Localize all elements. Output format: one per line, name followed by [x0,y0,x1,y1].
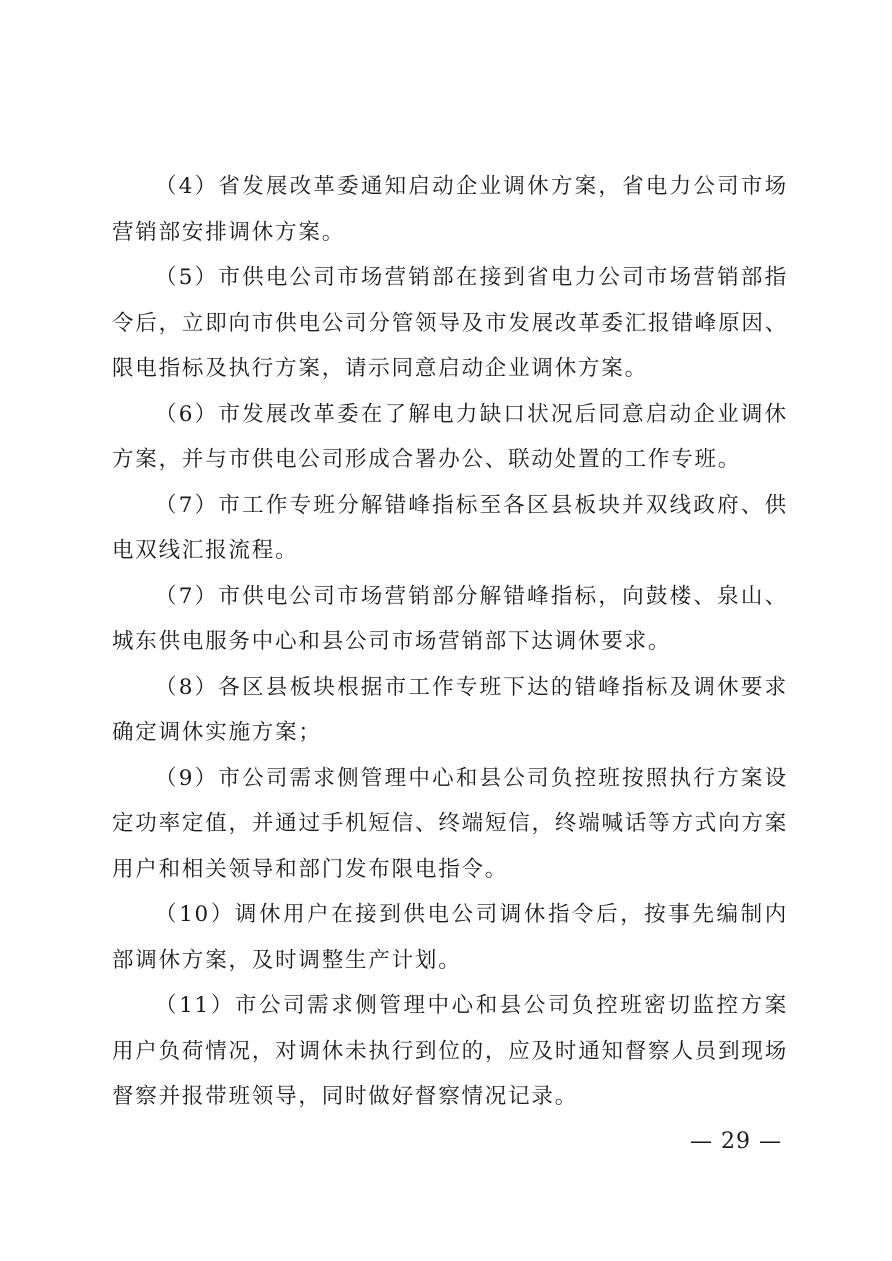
paragraph-step-7a: （7）市工作专班分解错峰指标至各区县板块并双线政府、供电双线汇报流程。 [112,492,788,563]
paragraph-step-4: （4）省发展改革委通知启动企业调休方案，省电力公司市场营销部安排调休方案。 [112,174,788,245]
paragraph-step-8: （8）各区县板块根据市工作专班下达的错峰指标及调休要求确定调休实施方案； [112,674,788,745]
page-number: — 29 — [690,1129,782,1154]
document-body [112,164,788,1120]
paragraph-step-10: （10）调休用户在接到供电公司调休指令后，按事先编制内部调休方案，及时调整生产计划。 [112,902,788,973]
paragraph-step-9: （9）市公司需求侧管理中心和县公司负控班按照执行方案设定功率定值，并通过手机短信、终端短信，终端喊话等方式向方案用户和相关领导和部门发布限电指令。 [112,765,788,882]
paragraph-step-6: （6）市发展改革委在了解电力缺口状况后同意启动企业调休方案，并与市供电公司形成合署办公、联动处置的工作专班。 [112,401,788,472]
paragraph-step-11: （11）市公司需求侧管理中心和县公司负控班密切监控方案用户负荷情况，对调休未执行到位的，应及时通知督察人员到现场督察并报带班领导，同时做好督察情况记录。 [112,993,788,1109]
paragraph-step-7b: （7）市供电公司市场营销部分解错峰指标，向鼓楼、泉山、城东供电服务中心和县公司市场营销部下达调休要求。 [112,583,788,654]
paragraph-step-5: （5）市供电公司市场营销部在接到省电力公司市场营销部指令后，立即向市供电公司分管领导及市发展改革委汇报错峰原因、限电指标及执行方案，请示同意启动企业调休方案。 [112,265,788,381]
